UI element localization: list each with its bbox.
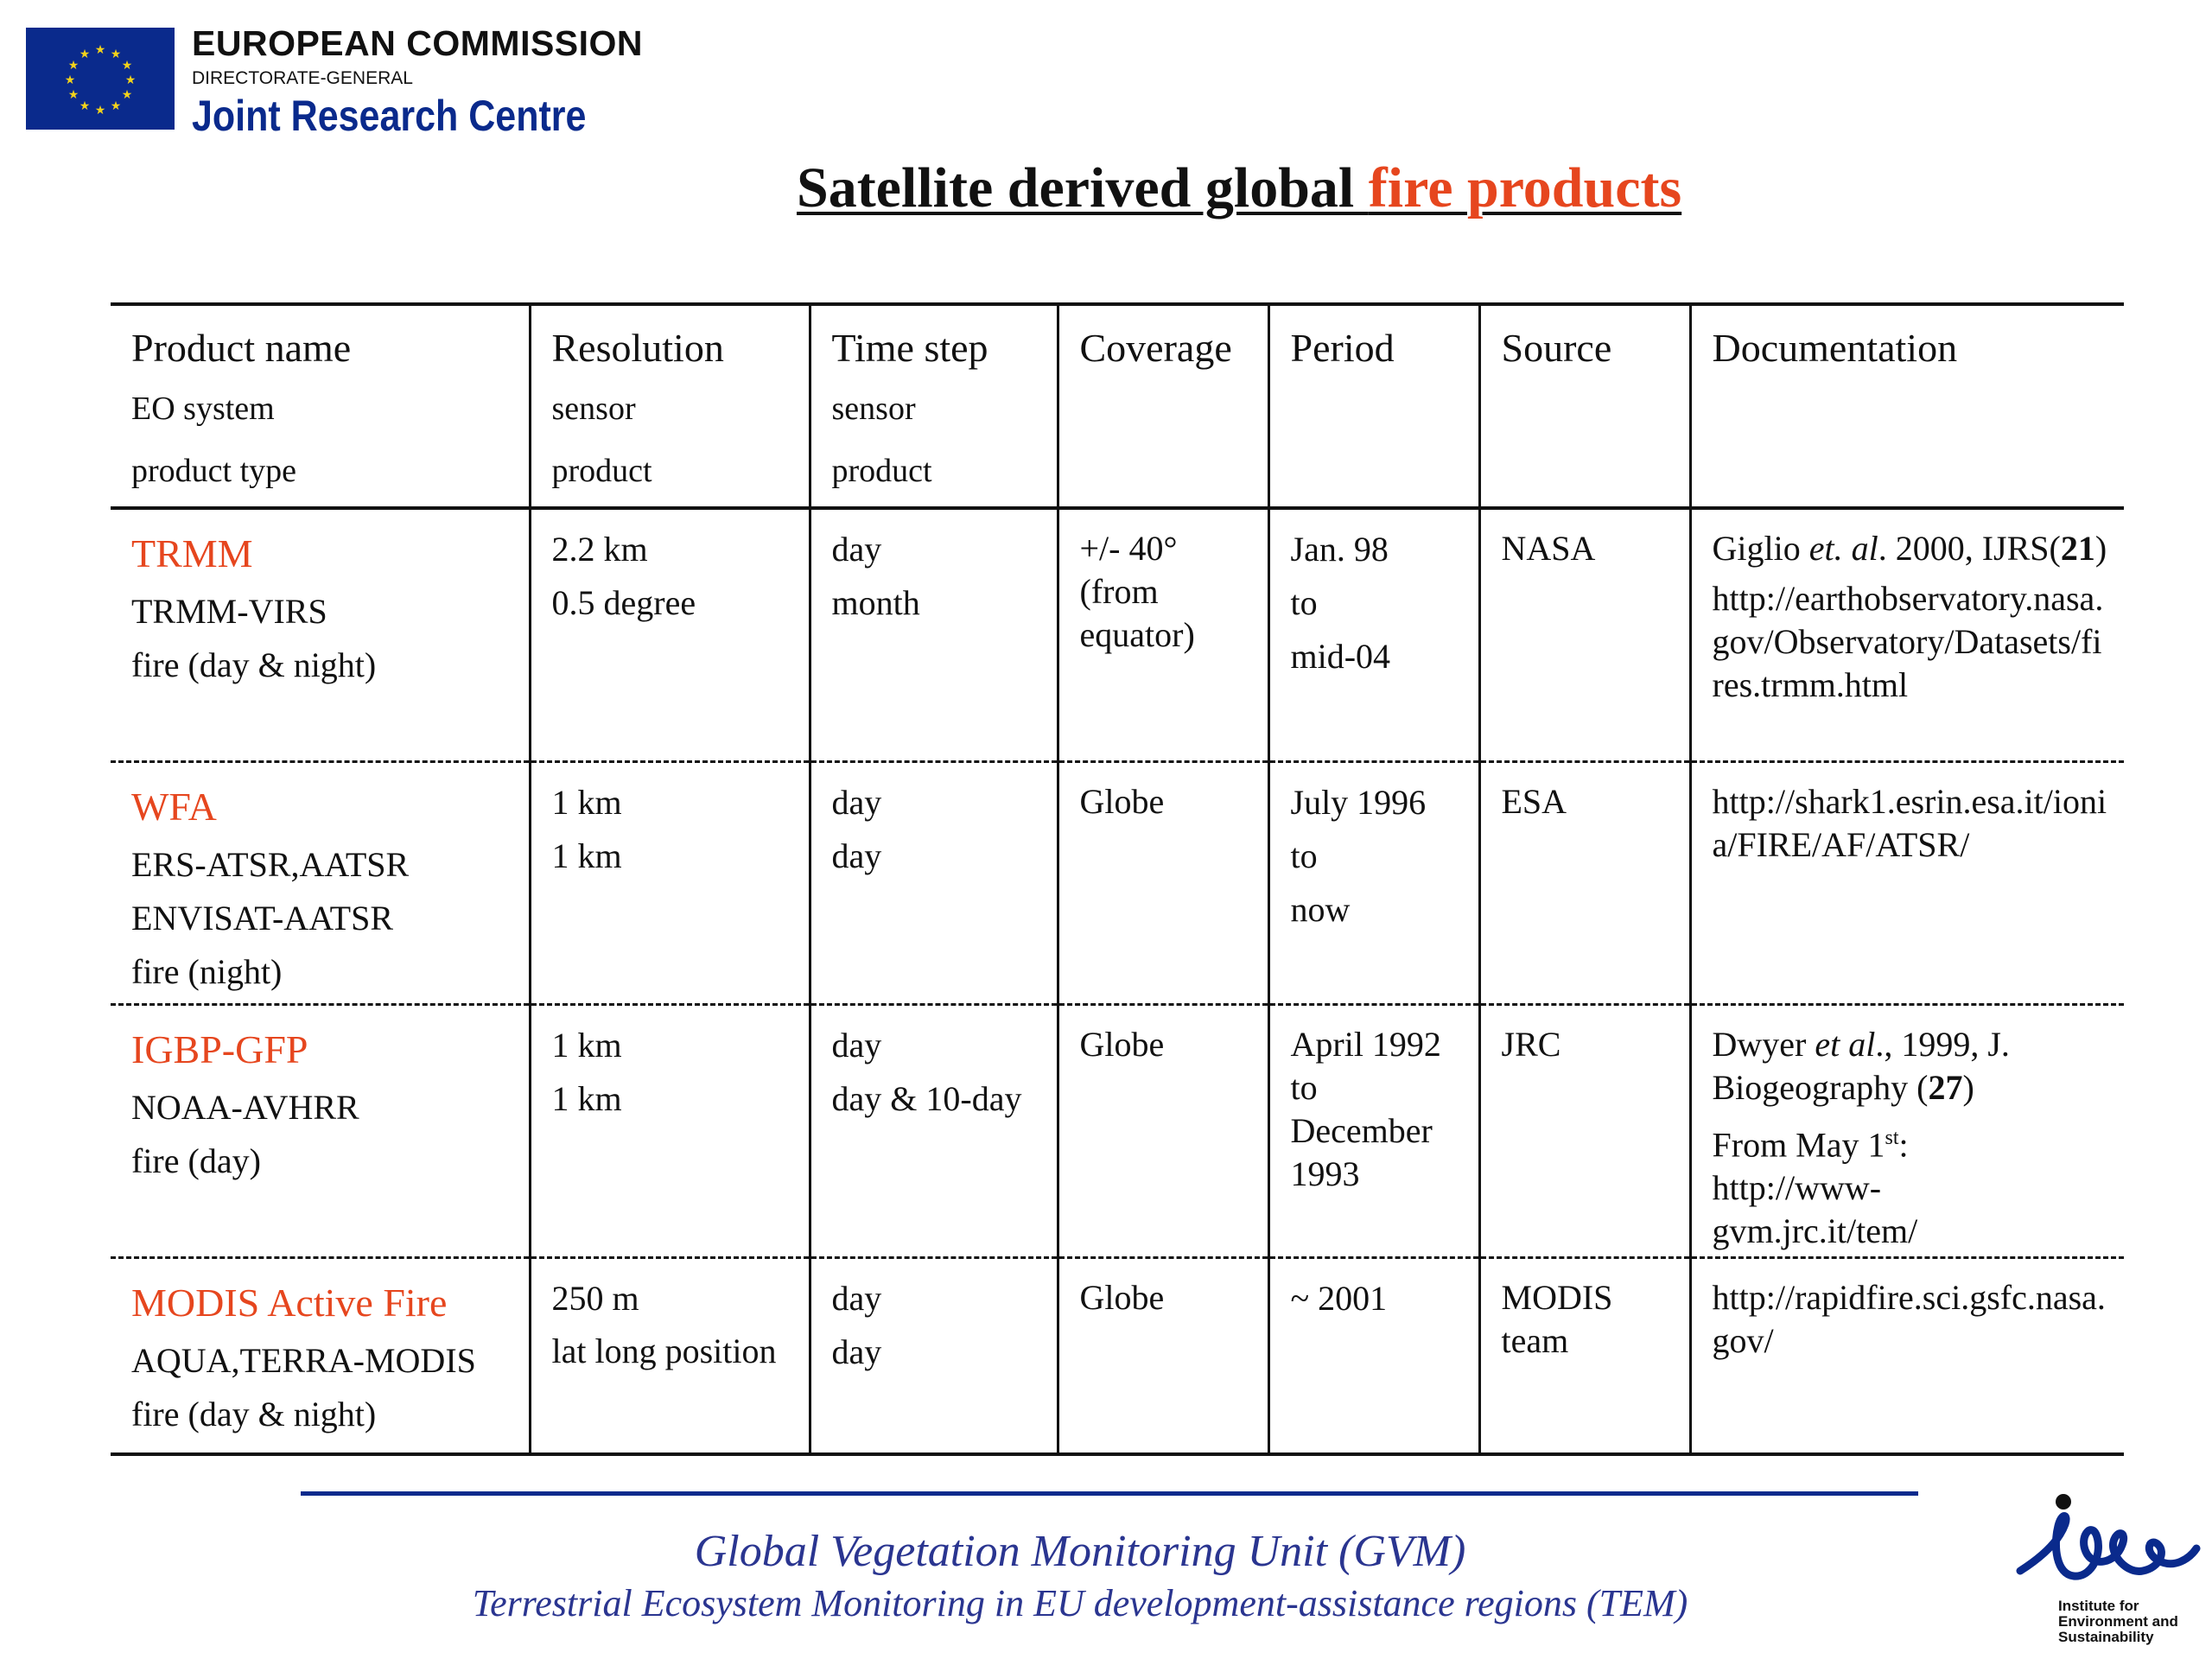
timestep-cell	[810, 1004, 1058, 1257]
header-main: Period	[1290, 326, 1395, 370]
timestep-sensor: day	[831, 1278, 882, 1318]
timestep-product: month	[831, 583, 920, 622]
header-main: Coverage	[1079, 326, 1232, 370]
table-row	[111, 1004, 2124, 1257]
ref-volume: 21	[2060, 529, 2095, 568]
doc-availability	[1713, 1116, 2111, 1166]
header-coverage	[1058, 304, 1268, 508]
period-start: July 1996	[1290, 782, 1427, 822]
ies-text-line: Institute for	[2058, 1598, 2139, 1614]
eo-system: NOAA-AVHRR	[131, 1087, 359, 1127]
doc-url-link[interactable]: http://earthobservatory.nasa.gov/Observatory/Datasets/fires.trmm.html	[1712, 579, 2104, 704]
ref-etal: et al	[1815, 1024, 1876, 1064]
period-end: December	[1290, 1110, 1433, 1150]
documentation-cell	[1690, 1004, 2124, 1257]
ref-year: . 2000,	[1878, 529, 1974, 568]
header-main: Time step	[831, 326, 988, 370]
product-cell	[111, 1257, 530, 1454]
timestep-sensor: day	[831, 530, 882, 569]
table-header-row	[111, 304, 2124, 508]
resolution-product: 1 km	[551, 836, 622, 875]
product-cell	[111, 508, 530, 761]
product-type: fire (day & night)	[131, 1394, 377, 1433]
resolution-sensor: 250 m	[551, 1278, 639, 1318]
availability-suffix: :	[1898, 1124, 1909, 1164]
header-period	[1268, 304, 1479, 508]
ref-author: Dwyer	[1712, 1024, 1815, 1064]
resolution-sensor: 1 km	[551, 1025, 622, 1065]
eo-system: ERS-ATSR,AATSR	[131, 844, 410, 884]
svg-text:★: ★	[67, 88, 79, 102]
eo-system: TRMM-VIRS	[131, 592, 327, 631]
ies-mark-icon	[2013, 1491, 2203, 1604]
ref-close: )	[2094, 529, 2107, 568]
period-start: April 1992	[1290, 1024, 1441, 1064]
header-sub: product type	[131, 453, 297, 489]
source-cell	[1479, 508, 1690, 761]
org-unit: Joint Research Centre	[192, 92, 587, 140]
header-main: Documentation	[1712, 326, 1958, 370]
source-cell	[1479, 1257, 1690, 1454]
coverage-cell	[1058, 1257, 1268, 1454]
ref-etal: et. al	[1808, 529, 1878, 568]
period-cell	[1268, 508, 1479, 761]
resolution-product: lat long position	[551, 1331, 777, 1370]
svg-text:★: ★	[110, 99, 122, 113]
doc-url-link[interactable]: http://www-gvm.jrc.it/tem/	[1712, 1167, 1918, 1250]
period-cell	[1268, 761, 1479, 1004]
svg-text:★: ★	[124, 73, 137, 87]
timestep-product: day	[831, 1332, 882, 1371]
timestep-cell	[810, 508, 1058, 761]
header-sub: EO system	[131, 391, 275, 427]
footer-project-name: Terrestrial Ecosystem Monitoring in EU development-assistance regions (TEM)	[472, 1582, 1688, 1624]
header-sub: product	[831, 453, 932, 489]
svg-text:★: ★	[110, 48, 122, 61]
title-part-1: Satellite derived global	[797, 156, 1369, 219]
availability-sup: st	[1885, 1126, 1899, 1149]
timestep-product: day & 10-day	[831, 1078, 1022, 1118]
period-end: mid-04	[1290, 637, 1391, 676]
header-sub: sensor	[831, 391, 916, 427]
source-value: ESA	[1501, 781, 1567, 821]
timestep-sensor: day	[831, 782, 882, 822]
ref-author: Giglio	[1712, 529, 1809, 568]
source-value: MODIS team	[1501, 1277, 1613, 1360]
resolution-product: 0.5 degree	[551, 583, 696, 622]
organization-block	[192, 22, 651, 140]
ies-text-line: Sustainability	[2058, 1629, 2154, 1645]
ref-close: )	[1962, 1067, 1974, 1107]
period-to: to	[1290, 836, 1318, 875]
source-cell	[1479, 1004, 1690, 1257]
header-timestep	[810, 304, 1058, 508]
documentation-cell	[1690, 508, 2124, 761]
table-row	[111, 761, 2124, 1004]
timestep-sensor: day	[831, 1025, 882, 1065]
header-main: Source	[1501, 326, 1612, 370]
resolution-sensor: 2.2 km	[551, 530, 648, 569]
doc-url-link[interactable]: http://shark1.esrin.esa.it/ionia/FIRE/AF/ATSR/	[1712, 781, 2107, 864]
header-main: Product name	[131, 326, 352, 370]
svg-text:★: ★	[94, 104, 106, 118]
product-name: MODIS Active Fire	[131, 1280, 448, 1325]
table-row	[111, 1257, 2124, 1454]
coverage-value: +/- 40° (from equator)	[1079, 529, 1195, 654]
ies-logo-icon	[2013, 1491, 2203, 1656]
header-sub: sensor	[551, 391, 636, 427]
ref-volume: 27	[1928, 1067, 1963, 1107]
doc-reference	[1713, 1023, 2111, 1109]
product-name: TRMM	[131, 531, 253, 575]
table-row	[111, 508, 2124, 761]
product-cell	[111, 1004, 530, 1257]
ref-year: ., 1999, J. Biogeography (	[1712, 1024, 2010, 1107]
period-cell	[1268, 1257, 1479, 1454]
svg-text:★: ★	[64, 73, 76, 87]
period-start: Jan. 98	[1290, 530, 1389, 569]
header-product	[111, 304, 530, 508]
svg-text:★: ★	[67, 59, 79, 73]
ies-logo-text	[2058, 1599, 2178, 1645]
resolution-product: 1 km	[551, 1078, 622, 1118]
period-cell	[1268, 1004, 1479, 1257]
timestep-product: day	[831, 836, 882, 875]
eo-system: AQUA,TERRA-MODIS	[131, 1340, 476, 1380]
product-name: WFA	[131, 784, 217, 829]
ies-text-line: Environment and	[2058, 1613, 2178, 1630]
coverage-cell	[1058, 508, 1268, 761]
source-cell	[1479, 761, 1690, 1004]
resolution-cell	[530, 1004, 810, 1257]
source-value: JRC	[1501, 1024, 1561, 1064]
product-type: fire (day)	[131, 1141, 261, 1180]
product-type: fire (day & night)	[131, 645, 377, 684]
fire-products-table	[111, 302, 2124, 1456]
svg-text:★: ★	[94, 43, 106, 57]
resolution-cell	[530, 761, 810, 1004]
org-name: EUROPEAN COMMISSION	[192, 23, 644, 63]
product-type: fire (night)	[131, 951, 283, 991]
org-directorate: DIRECTORATE-GENERAL	[192, 68, 413, 88]
header-documentation	[1690, 304, 2124, 508]
coverage-cell	[1058, 761, 1268, 1004]
resolution-sensor: 1 km	[551, 782, 622, 822]
timestep-cell	[810, 761, 1058, 1004]
product-cell	[111, 761, 530, 1004]
title-part-2: fire products	[1368, 156, 1682, 219]
header-resolution	[530, 304, 810, 508]
period-to: to	[1290, 583, 1318, 622]
period-end: now	[1290, 889, 1351, 929]
svg-text:★: ★	[121, 88, 133, 102]
period-end-year: 1993	[1290, 1154, 1360, 1193]
svg-text:★: ★	[121, 59, 133, 73]
resolution-cell	[530, 1257, 810, 1454]
footer-divider	[301, 1491, 1918, 1496]
ref-journal: IJRS(	[1981, 529, 2061, 568]
documentation-cell	[1690, 761, 2124, 1004]
eu-flag-icon	[26, 28, 175, 130]
header-main: Resolution	[551, 326, 724, 370]
timestep-cell	[810, 1257, 1058, 1454]
doc-url-link[interactable]: http://rapidfire.sci.gsfc.nasa.gov/	[1712, 1277, 2106, 1360]
coverage-value: Globe	[1079, 781, 1165, 821]
resolution-cell	[530, 508, 810, 761]
availability-prefix: From May 1	[1712, 1124, 1885, 1164]
footer-unit-name: Global Vegetation Monitoring Unit (GVM)	[694, 1527, 1466, 1576]
page-title	[797, 154, 1681, 223]
header-sub: product	[551, 453, 652, 489]
documentation-cell	[1690, 1257, 2124, 1454]
period-to: to	[1290, 1067, 1318, 1107]
doc-reference	[1713, 527, 2111, 570]
product-name: IGBP-GFP	[131, 1027, 308, 1071]
header-source	[1479, 304, 1690, 508]
period-start: ~ 2001	[1290, 1278, 1388, 1318]
coverage-value: Globe	[1079, 1024, 1165, 1064]
eo-system: ENVISAT-AATSR	[131, 898, 394, 938]
svg-text:★: ★	[79, 99, 91, 113]
svg-text:★: ★	[79, 48, 91, 61]
source-value: NASA	[1501, 529, 1596, 568]
coverage-cell	[1058, 1004, 1268, 1257]
coverage-value: Globe	[1079, 1277, 1165, 1317]
